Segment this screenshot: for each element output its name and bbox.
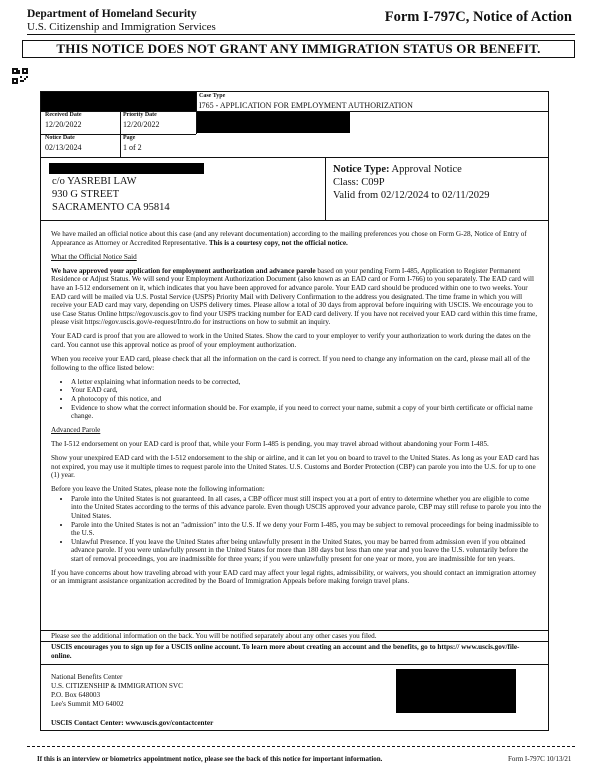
contact-center: USCIS Contact Center: www.uscis.gov/contactcenter [51, 719, 214, 727]
box-border [548, 642, 549, 730]
body-paragraph: Your EAD card is proof that you are allowed to work in the United States. Show the card to your employer to verify your authorization to work during the dates on the card. You cannot use this approval notice as proof of your employment authorization. [51, 332, 531, 350]
notice-body [51, 230, 542, 591]
footer-divider [27, 746, 575, 747]
grid-divider [41, 220, 548, 221]
see-back-note: Please see the additional information on the back. You will be notified separately about any other cases you filed. [51, 632, 377, 640]
list-item: • Parole into the United States is not an "admission" into the U.S. If we deny your Form I-485, you may be subject to removal proceedings for being inadmissible to the U.S. [71, 521, 542, 538]
grid-divider [325, 157, 326, 220]
section-heading-official-notice: What the Official Notice Said [51, 252, 137, 261]
receipt-number-redaction [41, 92, 196, 111]
grid-divider [41, 157, 548, 158]
notice-date-value: 02/13/2024 [45, 143, 82, 152]
notice-type [333, 163, 462, 176]
list-item: • A photocopy of this notice, and [71, 395, 542, 404]
department-name: Department of Homeland Security [27, 8, 197, 20]
form-title: Form I-797C, Notice of Action [384, 9, 572, 25]
priority-date-label: Priority Date [123, 112, 157, 118]
list-item: • Evidence to show what the correct information should be. For example, if you need to correct your name, submit a copy of your birth certificate or official name change. [71, 404, 542, 421]
page-label: Page [123, 135, 136, 141]
grid-divider [41, 641, 548, 642]
courtesy-copy-note: This is a courtesy copy, not the official notice. [208, 238, 348, 247]
agency-name: U.S. Citizenship and Immigration Services [27, 21, 216, 33]
list-item: • Parole into the United States is not guaranteed. In all cases, a CBP officer must still inspect you at a port of entry to determine whether you are eligible to come into the United States according to the terms of this advance parole. Even though USCIS approved your advance parole, CBP may still refuse to parole you into the United States. [71, 495, 542, 521]
priority-date-value: 12/20/2022 [123, 120, 160, 129]
section-heading-advanced-parole: Advanced Parole [51, 425, 101, 434]
recipient-name-redaction [49, 163, 204, 174]
office-city: Lee's Summit MO 64002 [51, 700, 124, 708]
notice-validity: Valid from 02/12/2024 to 02/11/2029 [333, 190, 490, 201]
page-value: 1 of 2 [123, 143, 142, 152]
barcode-redaction [396, 669, 516, 713]
notice-type-value: Approval Notice [391, 164, 462, 175]
office-po-box: P.O. Box 648003 [51, 691, 101, 699]
header-divider [27, 34, 575, 35]
list-item: • A letter explaining what information needs to be corrected, [71, 378, 542, 387]
list-item: • Your EAD card, [71, 386, 542, 395]
notice-date-label: Notice Date [45, 135, 75, 141]
box-border [40, 642, 41, 730]
office-agency: U.S. CITIZENSHIP & IMMIGRATION SVC [51, 682, 183, 690]
body-paragraph-text: We have mailed an official notice about this case (and any relevant documentation) according to the mailing preferences you chose on Form G-28, Notice of Entry of Appearance as Attorney or Accredited Representative. [51, 230, 527, 247]
approval-statement: We have approved your application for employment authorization and advance parole [51, 266, 316, 275]
footer-note: If this is an interview or biometrics appointment notice, please see the back of this notice for important information. [37, 755, 383, 763]
grid-divider [41, 630, 548, 631]
list-item: • Unlawful Presence. If you leave the United States after being unlawfully present in the United States, you may be barred from admission even if you obtained advance parole. If you were unlawfully present in the United States for more than 180 days but less than one year and you leave the U.S. voluntarily before the start of removal proceedings, you are inadmissible for three years; if you were unlawfully present for one year or more, you are inadmissible for ten years. [71, 538, 542, 564]
body-paragraph: If you have concerns about how traveling abroad with your EAD card may affect your legal rights, admissibility, or waivers, you should contact an immigration attorney or an immigrant assistance organization accredited by the Board of Immigration Appeals before making foreign travel plans. [51, 568, 537, 586]
body-paragraph [51, 267, 542, 327]
body-paragraph: When you receive your EAD card, please check that all the information on the card is correct. If you need to change any information on the card, please mail all of the following to the office listed below: [51, 355, 530, 372]
form-id: Form I-797C 10/13/21 [508, 755, 572, 763]
notice-class: Class: C09P [333, 177, 385, 188]
box-border [40, 730, 549, 731]
online-account-note: USCIS encourages you to sign up for a USCIS online account. To learn more about creating an account and the benefits, go to https:// www.uscis.gov/file-online. [51, 643, 520, 660]
address-line-3: SACRAMENTO CA 95814 [52, 202, 170, 213]
grid-divider [196, 92, 197, 111]
received-date-label: Received Date [45, 112, 82, 118]
body-paragraph-text: based on your pending Form I-485, Application to Register Permanent Residence or Adjust Status. We will send your Employment Authorization Document (also known as an EAD card or Form I-766) to you separately. The EAD card will have an I-512 endorsement on it, which indicates that you have been approved for advance parole. Your EAD card should be produced within one to two weeks. Your EAD card will be mailed via U.S. Postal Service (USPS) Priority Mail with Delivery Confirmation to the address you designated. The time frame in which you will receive your EAD card may vary, depending on USPS delivery times. Please allow a total of 30 days from approval before inquiring with USCIS. We encourage you to use Case Status Online https://egov.uscis.gov to find your USPS tracking number for EAD card delivery. If you have not received your EAD card within this time frame, please visit https://egov.uscis.gov/e-request/Intro.do for instructions on how to submit an inquiry. [51, 266, 538, 327]
address-line-2: 930 G STREET [52, 189, 120, 200]
address-line-1: c/o YASREBI LAW [52, 176, 137, 187]
applicant-name-redaction [197, 112, 350, 133]
body-paragraph: The I-512 endorsement on your EAD card is proof that, while your Form I-485 is pending, you may travel abroad without abandoning your Form I-485. [51, 439, 489, 448]
notice-type-label: Notice Type: [333, 164, 390, 175]
notice-banner: THIS NOTICE DOES NOT GRANT ANY IMMIGRATION STATUS OR BENEFIT. [22, 40, 575, 58]
qr-code-icon [12, 68, 28, 84]
body-paragraph [51, 230, 542, 247]
office-name: National Benefits Center [51, 673, 123, 681]
travel-warning-list [51, 495, 542, 564]
grid-divider [41, 664, 548, 665]
correction-list [51, 378, 542, 421]
received-date-value: 12/20/2022 [45, 120, 82, 129]
case-type-value: I765 - APPLICATION FOR EMPLOYMENT AUTHORIZATION [199, 101, 413, 110]
body-paragraph: Show your unexpired EAD card with the I-512 endorsement to the ship or airline, and it can let you on board to travel to the United States. As long as your EAD card has not expired, you may use it multiple times to request parole into the United States. U.S. Customs and Border Protection (CBP) can parole you into the U.S. for up to one (1) year. [51, 453, 540, 480]
case-type-label: Case Type [199, 93, 226, 99]
body-paragraph: Before you leave the United States, please note the following information: [51, 485, 265, 494]
